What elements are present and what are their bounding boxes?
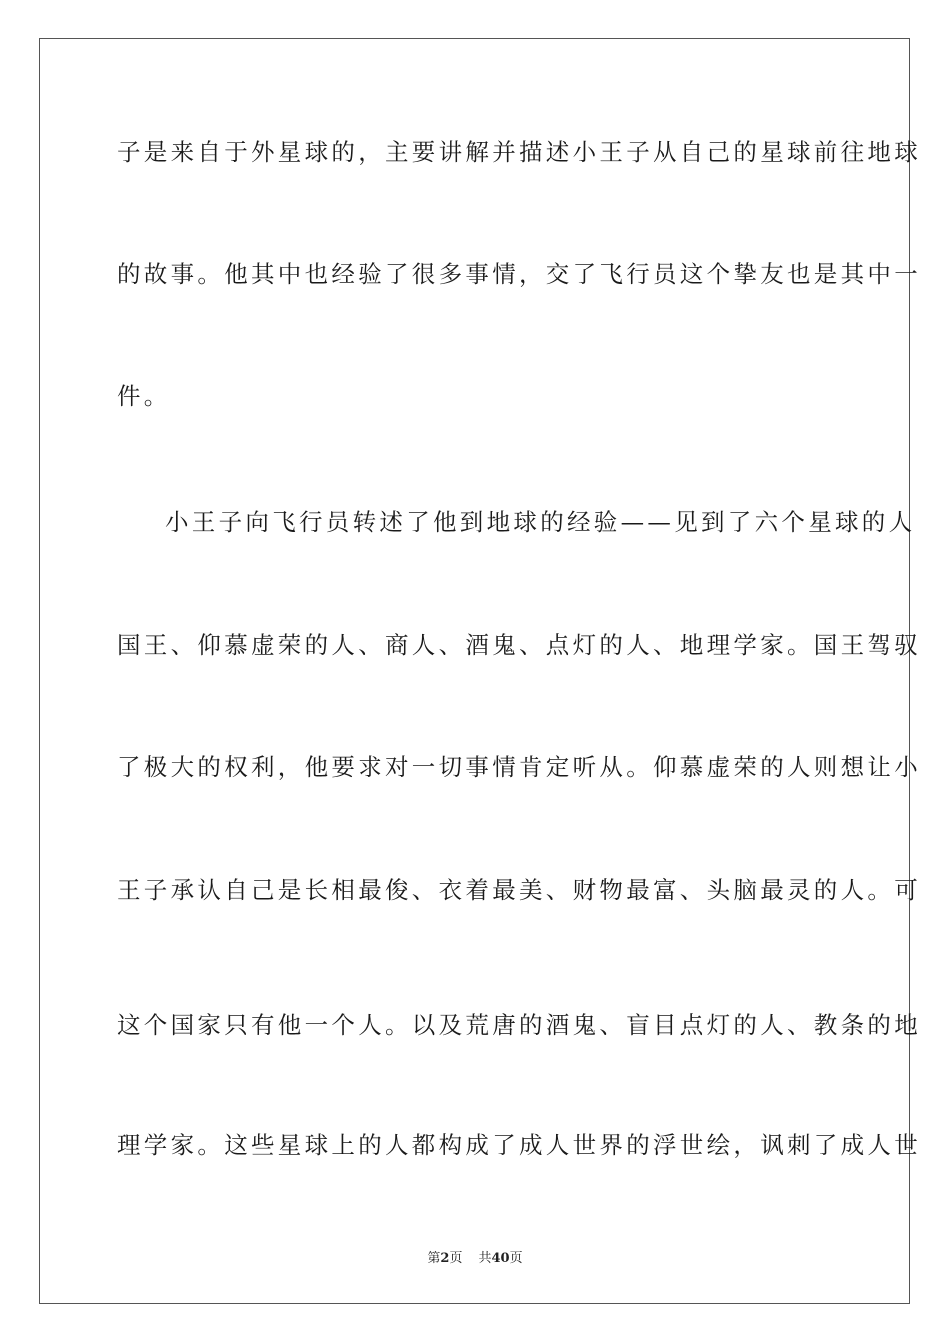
paragraph-2-line-3: 了极大的权利，他要求对一切事情肯定听从。仰慕虚荣的人则想让小	[117, 753, 921, 781]
page-suffix: 页	[449, 1251, 463, 1266]
total-prefix: 共	[478, 1251, 492, 1266]
page-border	[39, 38, 921, 1304]
paragraph-1-line-2: 的故事。他其中也经验了很多事情，交了飞行员这个挚友也是其中一	[117, 260, 921, 288]
paragraph-2-line-2: 国王、仰慕虚荣的人、商人、酒鬼、点灯的人、地理学家。国王驾驭	[117, 631, 921, 659]
paragraph-2-line-4: 王子承认自己是长相最俊、衣着最美、财物最富、头脑最灵的人。可	[117, 876, 921, 904]
total-suffix: 页	[509, 1251, 523, 1266]
paragraph-2-line-6: 理学家。这些星球上的人都构成了成人世界的浮世绘，讽刺了成人世	[117, 1131, 921, 1159]
paragraph-2-line-1: 小王子向飞行员转述了他到地球的经验——见到了六个星球的人	[165, 508, 916, 536]
paragraph-1-line-1: 子是来自于外星球的，主要讲解并描述小王子从自己的星球前往地球	[117, 138, 921, 166]
page-footer	[0, 1247, 950, 1266]
current-page-number: 2	[440, 1251, 450, 1266]
total-page-count: 40	[491, 1251, 510, 1266]
page-prefix: 第	[427, 1251, 441, 1266]
paragraph-1-line-3: 件。	[117, 382, 171, 410]
paragraph-2-line-5: 这个国家只有他一个人。以及荒唐的酒鬼、盲目点灯的人、教条的地	[117, 1011, 921, 1039]
